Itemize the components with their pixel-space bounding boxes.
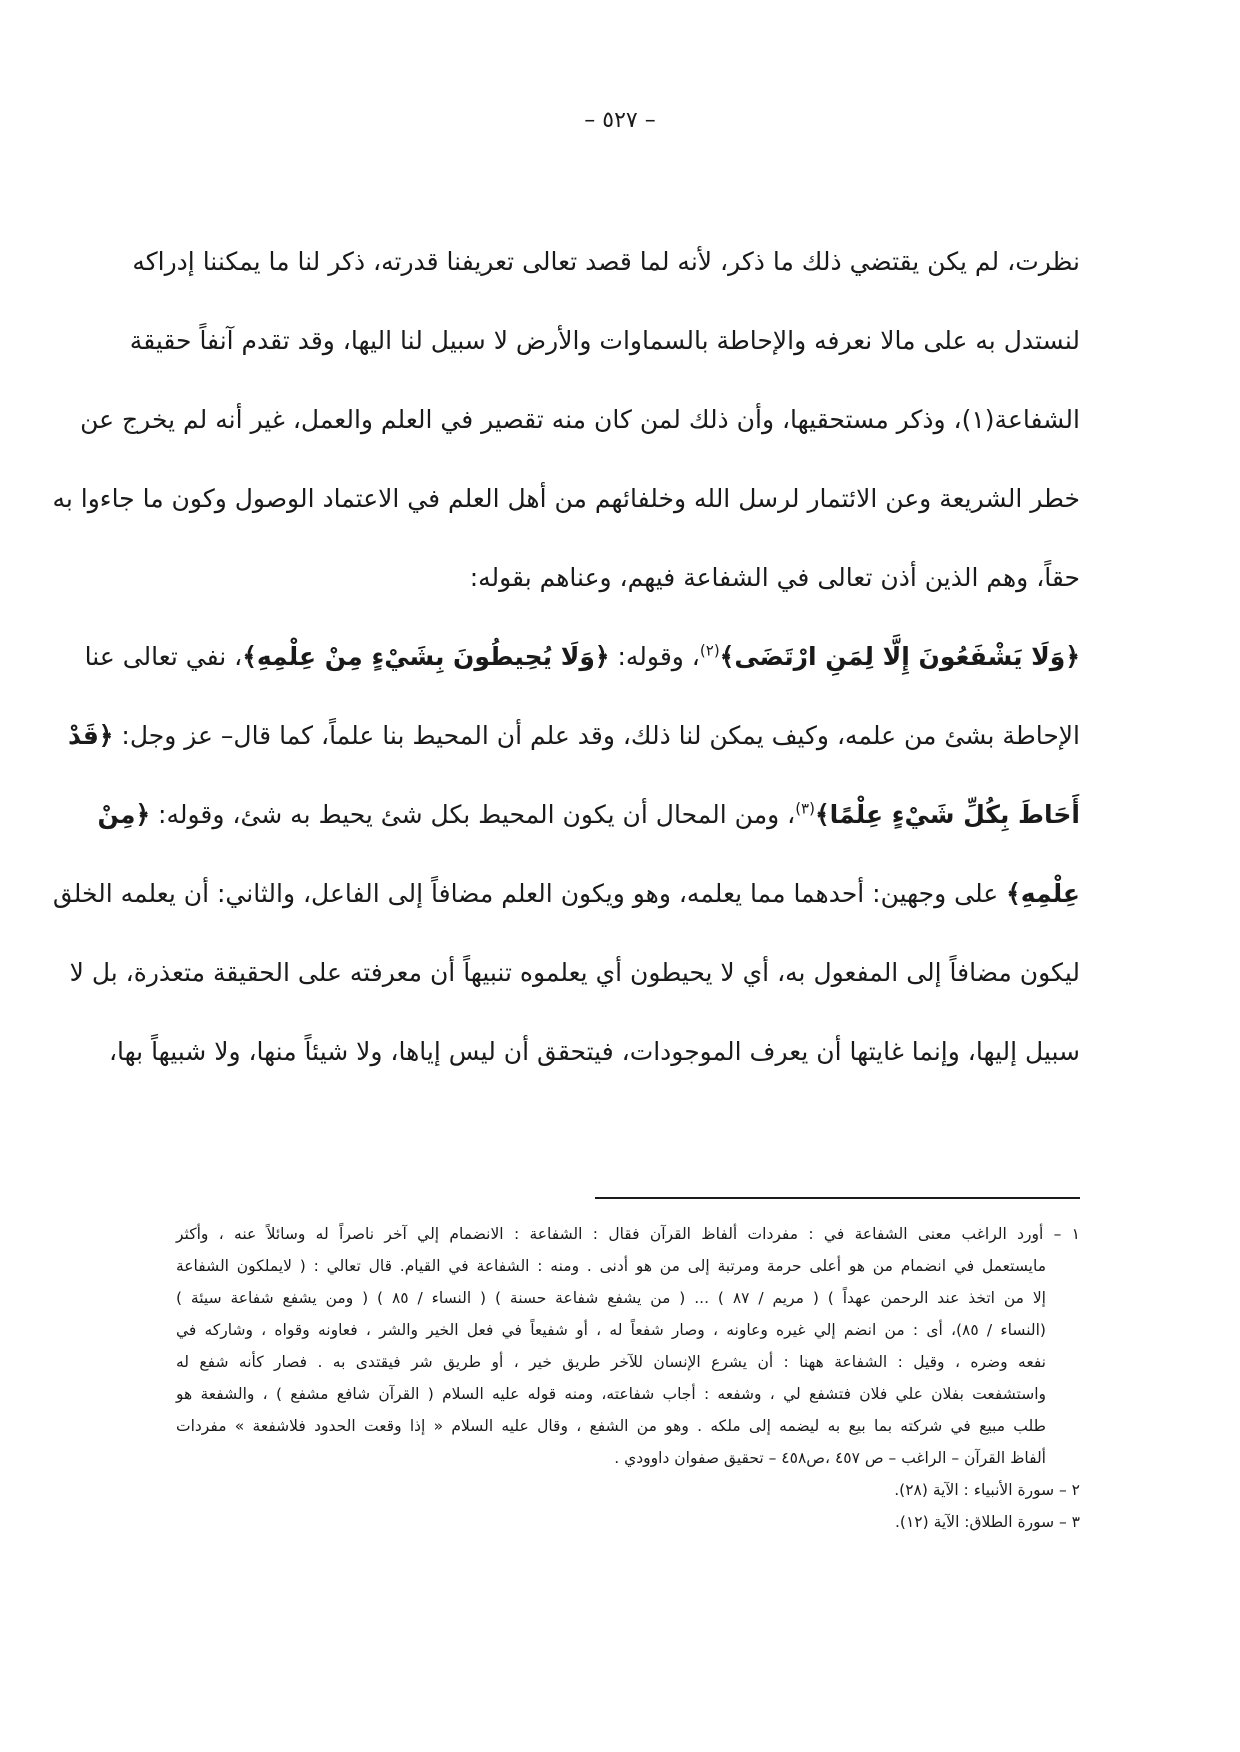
footnote-line: مايستعمل في انضمام من هو أعلى حرمة ومرتبة إلى من هو أدنى . ومنه : الشفاعة في القيام. قال تعالي : ( لايملكون الشفاعة <box>176 1257 1046 1275</box>
body-segment: الإحاطة بشئ من علمه، وكيف يمكن لنا ذلك، وقد علم أن المحيط بنا علماً، كما قال– عز وجل: <box>113 721 1080 750</box>
body-line <box>84 617 1080 696</box>
body-line: خطر الشريعة وعن الائتمار لرسل الله وخلفائهم من أهل العلم في الاعتماد الوصول وكون ما جاءوا به <box>52 484 1080 513</box>
body-segment: ، نفي تعالى عنا <box>84 642 243 671</box>
body-line: الشفاعة(١)، وذكر مستحقيها، وأن ذلك لمن كان منه تقصير في العلم والعمل، غير أنه لم يخرج عن <box>80 405 1080 434</box>
quran-verse: أَحَاطَ بِكُلِّ شَيْءٍ عِلْمًا﴾ <box>814 800 1080 829</box>
body-line: سبيل إليها، وإنما غايتها أن يعرف الموجودات، فيتحقق أن ليس إياها، ولا شيئاً منها، ولا شبيهاً بها، <box>108 1037 1080 1066</box>
quran-verse: ﴿قَدْ <box>68 721 114 750</box>
footnote-line: طلب مبيع في شركته بما بيع به ليضمه إلى ملكه . وهو من الشفع ، وقال عليه السلام « إذا وقعت الحدود فلاشفعة » مفردات <box>176 1417 1046 1435</box>
footnote-line: إلا من اتخذ عند الرحمن عهداً ) ( مريم / ٨٧ ) ... ( من يشفع شفاعة حسنة ) ( النساء / ٨٥ ) ( ومن يشفع شفاعة سيئة ) <box>176 1289 1046 1307</box>
body-line <box>68 696 1080 775</box>
footnote-ref: (٣) <box>795 799 815 818</box>
body-line: حقاً، وهم الذين أذن تعالى في الشفاعة فيهم، وعناهم بقوله: <box>469 563 1080 592</box>
footnote-line: نفعه وضره ، وقيل : الشفاعة ههنا : أن يشرع الإنسان للآخر طريق خير ، أو طريق شر فيقتدى به . فصار كأنه شفع له <box>176 1353 1046 1371</box>
footnote-line: (النساء / ٨٥)، أى : من انضم إلي غيره وعاونه ، وصار شفعاً له ، أو شفيعاً في فعل الخير والشر ، فعاونه وقواه ، وشاركه في <box>176 1321 1046 1339</box>
body-line: ليكون مضافاً إلى المفعول به، أي لا يحيطون أي يعلموه تنبيهاً أن معرفته على الحقيقة متعذرة، بل لا <box>69 958 1080 987</box>
body-segment: ، وقوله: <box>609 642 700 671</box>
page-number: – ٥٢٧ – <box>584 108 656 133</box>
body-line <box>97 775 1080 854</box>
body-segment: على وجهين: أحدهما مما يعلمه، وهو ويكون العلم مضافاً إلى الفاعل، والثاني: أن يعلمه الخلق <box>52 879 1007 908</box>
footnote-line: ١ – أورد الراغب معنى الشفاعة في : مفردات ألفاظ القرآن فقال : الشفاعة : الانضمام إلي آخر ناصراً له وسائلاً عنه ، وأكثر <box>176 1225 1080 1243</box>
quran-verse: عِلْمِهِ﴾ <box>1006 879 1080 908</box>
footnotes <box>176 1218 1080 1538</box>
body-line <box>52 854 1080 933</box>
body-line: لنستدل به على مالا نعرفه والإحاطة بالسماوات والأرض لا سبيل لنا اليها، وقد تقدم آنفاً حقيقة <box>129 326 1080 355</box>
footnote-ref: (٢) <box>699 641 720 660</box>
footnote-line: واستشفعت بفلان علي فلان فتشفع لي ، وشفعه : أجاب شفاعته، ومنه قوله عليه السلام ( القرآن شافع مشفع ) ، والشفعة هو <box>176 1385 1046 1403</box>
footnote-line: ألفاظ القرآن – الراغب – ص ٤٥٧ ،ص٤٥٨ – تحقيق صفوان داوودي . <box>614 1449 1046 1467</box>
footnote-line: ٣ – سورة الطلاق: الآية (١٢). <box>894 1513 1080 1531</box>
body-segment: ، ومن المحال أن يكون المحيط بكل شئ يحيط به شئ، وقوله: <box>150 800 796 829</box>
footnote-line: ٢ – سورة الأنبياء : الآية (٢٨). <box>894 1481 1080 1499</box>
body-line: نظرت، لم يكن يقتضي ذلك ما ذكر، لأنه لما قصد تعالى تعريفنا قدرته، ذكر لنا ما يمكننا إدراكه <box>132 247 1080 276</box>
body-text <box>52 222 1080 1091</box>
footnote-separator <box>595 1197 1080 1199</box>
quran-verse: ﴿وَلَا يَشْفَعُونَ إِلَّا لِمَنِ ارْتَضَى﴾ <box>719 642 1080 671</box>
quran-verse: ﴿وَلَا يُحِيطُونَ بِشَيْءٍ مِنْ عِلْمِهِ﴾ <box>242 642 610 671</box>
quran-verse: ﴿مِنْ <box>97 800 151 829</box>
